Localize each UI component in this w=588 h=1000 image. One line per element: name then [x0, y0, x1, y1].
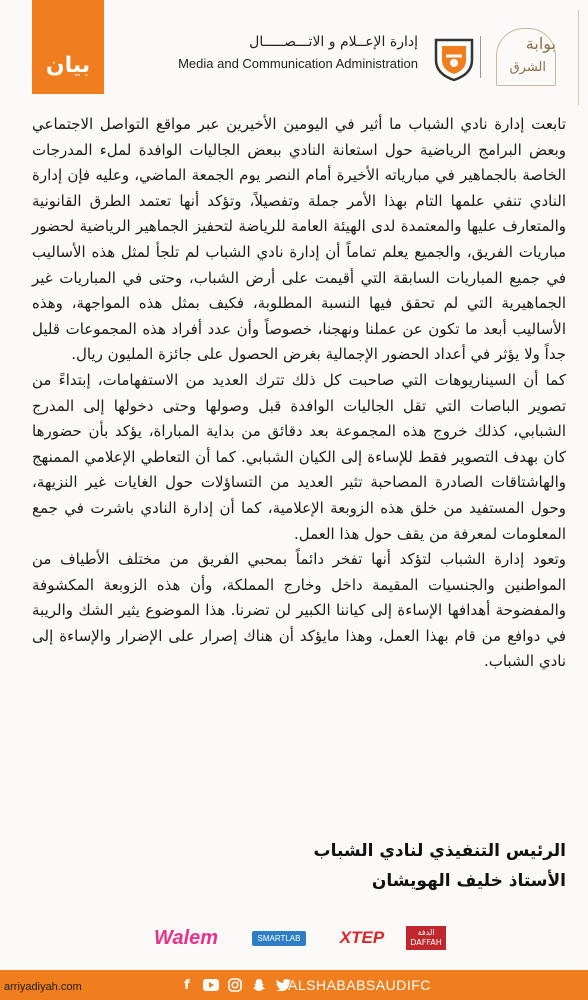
- youtube-icon[interactable]: [202, 976, 220, 994]
- portal-logo-line2: الشرق: [509, 60, 546, 75]
- portal-logo: [494, 26, 560, 86]
- club-logo: [428, 30, 480, 82]
- statement-paragraph-2: كما أن السيناريوهات التي صاحبت كل ذلك تترك العديد من الاستفهامات، إبتداءً من تصوير الباصات التي تقل الجاليات الوافدة قبل وصولها وحتى دخولها إلى المدرج الشبابي، كذلك خروج هذه المجموعة بعد دقائق من بداية المباراة، يؤكد بأن حضورها كان بهدف التصوير فقط للإساءة إلى الكيان الشبابي. كما أن التعاطي الإعلامي الممنهج والهاشتاقات الصادرة المصاحبة تثير العديد من التساؤلات حول الغايات غير النزيهة، وحول المستفيد من خلق هذه الزوبعة الإعلامية، كما أن إدارة النادي باشرت في جمع المعلومات لمعرفة من يقف حول هذا العمل.: [32, 370, 566, 543]
- badge-label: بيان: [45, 53, 91, 78]
- sponsor-xtep-text: XTEP: [339, 928, 385, 947]
- statement-body: [32, 112, 566, 675]
- sponsor-walem-logo: [144, 922, 228, 954]
- signature-block: [300, 836, 566, 896]
- portal-logo-line1: بوابة: [525, 34, 556, 53]
- source-credit: arriyadiyah.com: [4, 981, 82, 993]
- statement-paragraph-1: تابعت إدارة نادي الشباب ما أثير في اليومين الأخيرين عبر مواقع التواصل الاجتماعي وبعض البرامج الرياضية حول استعانة النادي ببعض الجاليات الوافدة لملء المدرجات الخاصة بالجماهير في مبارياته الأخيرة أمام النصر يوم الجمعة الماضي، وعليه فإن إدارة النادي تنفي علمها التام بهذا الأمر جملة وتفصيلاً، وتؤكد أنها تعتمد الطرق القانونية والمتعارف عليها والمعتمدة لدى الهيئة العامة للرياضة لتحفيز الجماهير الرياضية لحضور مباريات الفريق، والجميع يعلم تماماً أن إدارة نادي الشباب لم تلجأ لمثل هذه الأساليب في جميع المباريات السابقة التي أقيمت على أرض الشباب، وحتى في المباريات غير الجماهيرية التي لم تحقق فيها النسبة المطلوبة، فكيف بمثل هذه المواجهة، وهذه الأساليب أبعد ما تكون عن عملنا ونهجنا، خصوصاً وأن عدد أفراد هذه المجموعات قليل جداً ولا يؤثر في أعداد الحضور الإجمالية بغرض الحصول على جائزة المليون ريال.: [32, 115, 566, 364]
- statement-badge: [32, 0, 104, 94]
- header-divider: [480, 36, 481, 78]
- instagram-icon[interactable]: [226, 976, 244, 994]
- social-handle[interactable]: ALSHABABSAUDIFC: [288, 977, 431, 993]
- sponsor-smartlab-text: SMARTLAB: [252, 931, 307, 946]
- sponsor-smartlab-logo: [240, 922, 318, 954]
- decorative-line: [578, 10, 579, 105]
- admin-title-en: Media and Communication Administration: [178, 56, 418, 71]
- sponsor-daffah-ar: الدفة: [417, 928, 435, 937]
- sponsor-daffah-en: DAFFAH: [410, 938, 442, 947]
- sponsor-xtep-logo: [330, 922, 394, 954]
- admin-title-ar: إدارة الإعــلام و الاتـــصـــــال: [249, 34, 418, 50]
- sponsor-daffah-logo: [404, 922, 448, 954]
- signature-title: الرئيس التنفيذي لنادي الشباب: [313, 841, 566, 861]
- statement-paragraph-3: وتعود إدارة الشباب لتؤكد أنها تفخر دائماً بمحبي الفريق من مختلف الأطياف من المواطنين والجنسيات المقيمة داخل وخارج المملكة، وأن هذه الزوبعة المكشوفة والمفضوحة أهدافها الإساءة إلى كياننا الكبير لن تضرنا. هذا الموضوع يثير الشك والريبة في دوافع من قام بهذا العمل، وهذا مايؤكد أن هناك إصرار على الإضرار والإساءة إلى نادي الشباب.: [32, 550, 566, 671]
- sponsor-logos: [140, 922, 450, 958]
- signature-name: الأستاذ خليف الهويشان: [371, 871, 566, 891]
- facebook-icon[interactable]: f: [184, 977, 190, 993]
- sponsor-walem-text: Walem: [153, 926, 219, 949]
- snapchat-icon[interactable]: [250, 976, 268, 994]
